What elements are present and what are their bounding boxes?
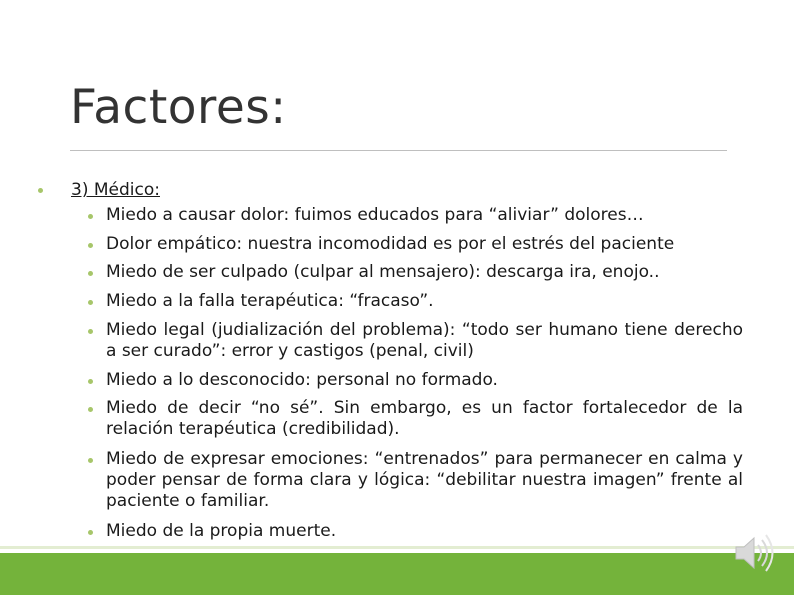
footer-bar	[0, 553, 794, 595]
list-item: Dolor empático: nuestra incomodidad es por el estrés del paciente	[106, 234, 675, 254]
list-item: Miedo a lo desconocido: personal no formado.	[106, 370, 498, 390]
list-item: Miedo de ser culpado (culpar al mensajero): descarga ira, enojo..	[106, 262, 660, 282]
bullet-icon	[88, 407, 93, 412]
bullet-icon	[88, 379, 93, 384]
bullet-icon	[88, 243, 93, 248]
bullet-icon	[88, 458, 93, 463]
bullet-icon	[38, 188, 43, 193]
list-item: Miedo de expresar emociones: “entrenados” para permanecer en calma y poder pensar de forma clara y lógica: “debilitar nuestra imagen” frente al paciente o familiar.	[106, 449, 743, 511]
title-divider	[70, 150, 727, 151]
list-item: Miedo a causar dolor: fuimos educados para “aliviar” dolores…	[106, 205, 644, 225]
section-heading	[71, 180, 160, 201]
footer-divider	[0, 546, 794, 549]
bullet-icon	[88, 530, 93, 535]
bullet-icon	[88, 214, 93, 219]
slide-title: Factores:	[70, 80, 287, 135]
list-item: Miedo de la propia muerte.	[106, 521, 337, 541]
speaker-icon[interactable]	[728, 528, 778, 578]
list-item: Miedo de decir “no sé”. Sin embargo, es un factor fortalecedor de la relación terapéutica (credibilidad).	[106, 398, 743, 439]
list-item: Miedo legal (judialización del problema): “todo ser humano tiene derecho a ser curado”: error y castigos (penal, civil)	[106, 320, 743, 361]
bullet-icon	[88, 300, 93, 305]
section-label: 3) Médico:	[71, 180, 160, 200]
list-item: Miedo a la falla terapéutica: “fracaso”.	[106, 291, 434, 311]
bullet-icon	[88, 329, 93, 334]
bullet-icon	[88, 271, 93, 276]
